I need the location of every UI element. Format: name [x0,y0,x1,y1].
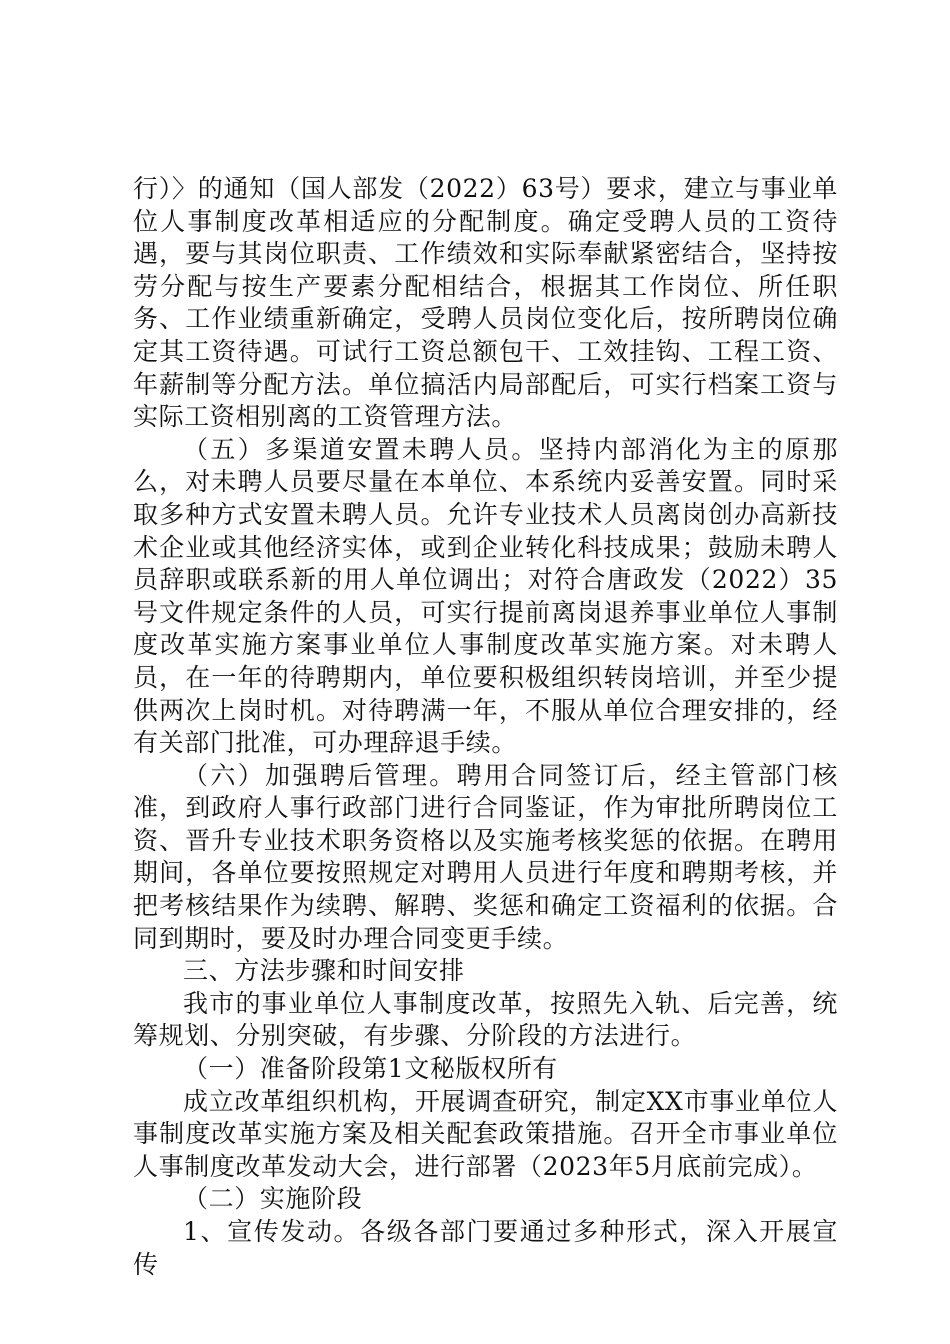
document-body [133,173,838,1281]
subheading-implementation-stage: （二）实施阶段 [183,1184,363,1214]
paragraph-publicity-mobilization: 1、宣传发动。各级各部门要通过多种形式，深入开展宣传 [133,1217,838,1279]
paragraph-post-hire-management: （六）加强聘后管理。聘用合同签订后，经主管部门核准，到政府人事行政部门进行合同鉴证，作为审批所聘岗位工资、晋升专业技术职务资格以及实施考核奖惩的依据。在聘用期间，各单位要按照规定对聘用人员进行年度和聘期考核，并把考核结果作为续聘、解聘、奖惩和确定工资福利的依据。合同到期时，要及时办理合同变更手续。 [133,760,838,953]
subheading-preparation-stage: （一）准备阶段第1文秘版权所有 [183,1054,558,1084]
paragraph-unhired-placement: （五）多渠道安置未聘人员。坚持内部消化为主的原那么，对未聘人员要尽量在本单位、本系统内妥善安置。同时采取多种方式安置未聘人员。允许专业技术人员离岗创办高新技术企业或其他经济实体，或到企业转化科技成果；鼓励未聘人员辞职或联系新的用人单位调出；对符合唐政发（2022）35号文件规定条件的人员，可实行提前离岗退养事业单位人事制度改革实施方案事业单位人事制度改革实施方案。对未聘人员，在一年的待聘期内，单位要积极组织转岗培训，并至少提供两次上岗时机。对待聘满一年，不服从单位合理安排的，经有关部门批准，可办理辞退手续。 [133,434,838,758]
section-heading-steps-schedule: 三、方法步骤和时间安排 [183,956,465,986]
paragraph-wage-distribution: 行）〉的通知（国人部发（2022）63号）要求，建立与事业单位人事制度改革相适应的分配制度。确定受聘人员的工资待遇，要与其岗位职责、工作绩效和实际奉献紧密结合，坚持按劳分配与按生产要素分配相结合，根据其工作岗位、所任职务、工作业绩重新确定，受聘人员岗位变化后，按所聘岗位确定其工资待遇。可试行工资总额包干、工效挂钩、工程工资、年薪制等分配方法。单位搞活内局部配后，可实行档案工资与实际工资相别离的工资管理方法。 [133,174,838,432]
paragraph-reform-approach: 我市的事业单位人事制度改革，按照先入轨、后完善，统筹规划、分别突破，有步骤、分阶段的方法进行。 [133,988,838,1051]
paragraph-preparation-tasks: 成立改革组织机构，开展调查研究，制定XX市事业单位人事制度改革实施方案及相关配套政策措施。召开全市事业单位人事制度改革发动大会，进行部署（2023年5月底前完成）。 [133,1086,838,1181]
